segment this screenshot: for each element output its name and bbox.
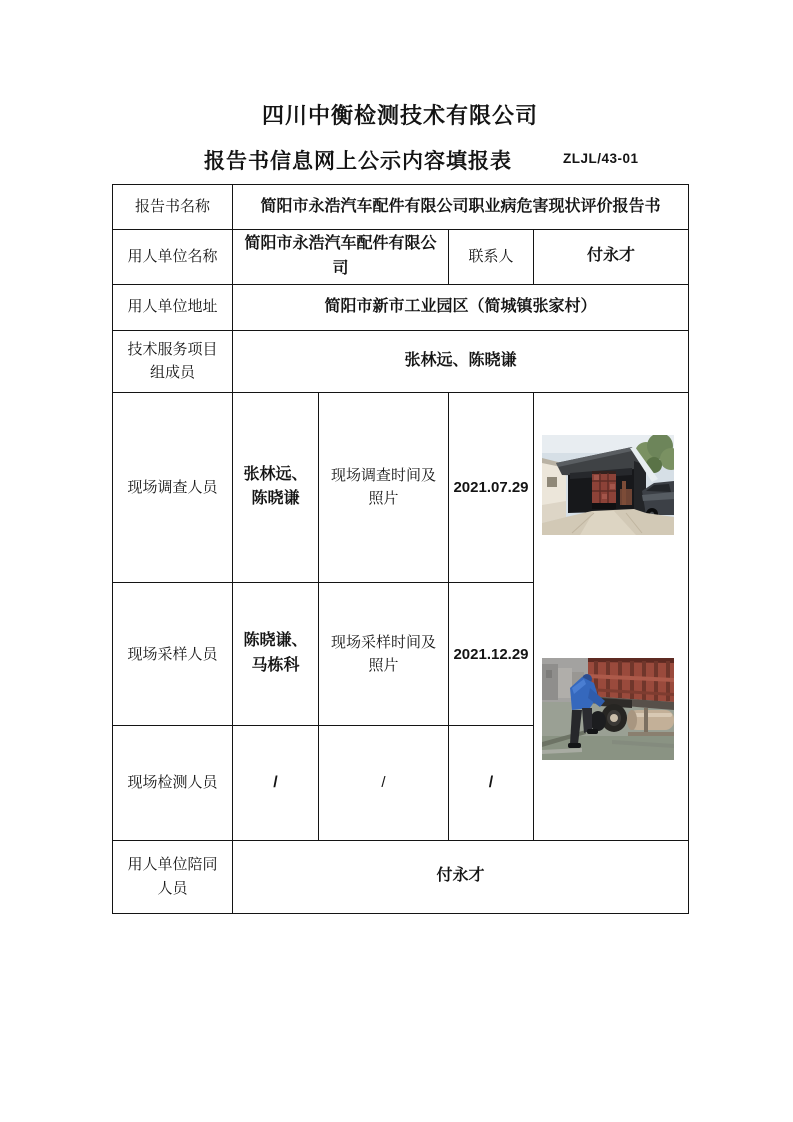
contact-value: 付永才 [534, 230, 689, 285]
row-project-team [113, 330, 689, 392]
project-team-value: 张林远、陈晓谦 [233, 330, 689, 392]
detection-photo-value: / [449, 726, 534, 840]
sampling-date-value: 2021.12.29 [449, 583, 534, 726]
detection-staff-label: 现场检测人员 [113, 726, 233, 840]
employer-address-value: 简阳市新市工业园区（简城镇张家村） [233, 284, 689, 330]
report-form-table [112, 184, 689, 914]
survey-staff-value: 张林远、陈晓谦 [233, 392, 319, 582]
project-team-label: 技术服务项目组成员 [113, 330, 233, 392]
survey-date-value: 2021.07.29 [449, 392, 534, 582]
photo-container [534, 393, 688, 840]
employer-name-label: 用人单位名称 [113, 230, 233, 285]
photo-column-cell [534, 392, 689, 840]
report-name-value: 简阳市永浩汽车配件有限公司职业病危害现状评价报告书 [233, 185, 689, 230]
row-site-survey [113, 392, 689, 582]
row-report-name [113, 185, 689, 230]
detection-staff-value: / [233, 726, 319, 840]
employer-address-label: 用人单位地址 [113, 284, 233, 330]
employer-name-value: 简阳市永浩汽车配件有限公司 [233, 230, 449, 285]
sampling-photo [542, 658, 674, 760]
row-employer-address [113, 284, 689, 330]
page-subtitle: 报告书信息网上公示内容填报表 [204, 150, 512, 173]
escort-value: 付永才 [233, 840, 689, 913]
survey-staff-label: 现场调查人员 [113, 392, 233, 582]
report-name-label: 报告书名称 [113, 185, 233, 230]
row-employer-name [113, 230, 689, 285]
escort-label: 用人单位陪同人员 [113, 840, 233, 913]
contact-label: 联系人 [449, 230, 534, 285]
row-escort [113, 840, 689, 913]
survey-time-label: 现场调查时间及照片 [319, 392, 449, 582]
survey-photo [542, 435, 674, 535]
page-title: 四川中衡检测技术有限公司 [261, 103, 538, 128]
sampling-time-label: 现场采样时间及照片 [319, 583, 449, 726]
sampling-staff-value: 陈晓谦、马栋科 [233, 583, 319, 726]
detection-time-value: / [319, 726, 449, 840]
sampling-staff-label: 现场采样人员 [113, 583, 233, 726]
form-code: ZLJL/43-01 [563, 151, 639, 166]
